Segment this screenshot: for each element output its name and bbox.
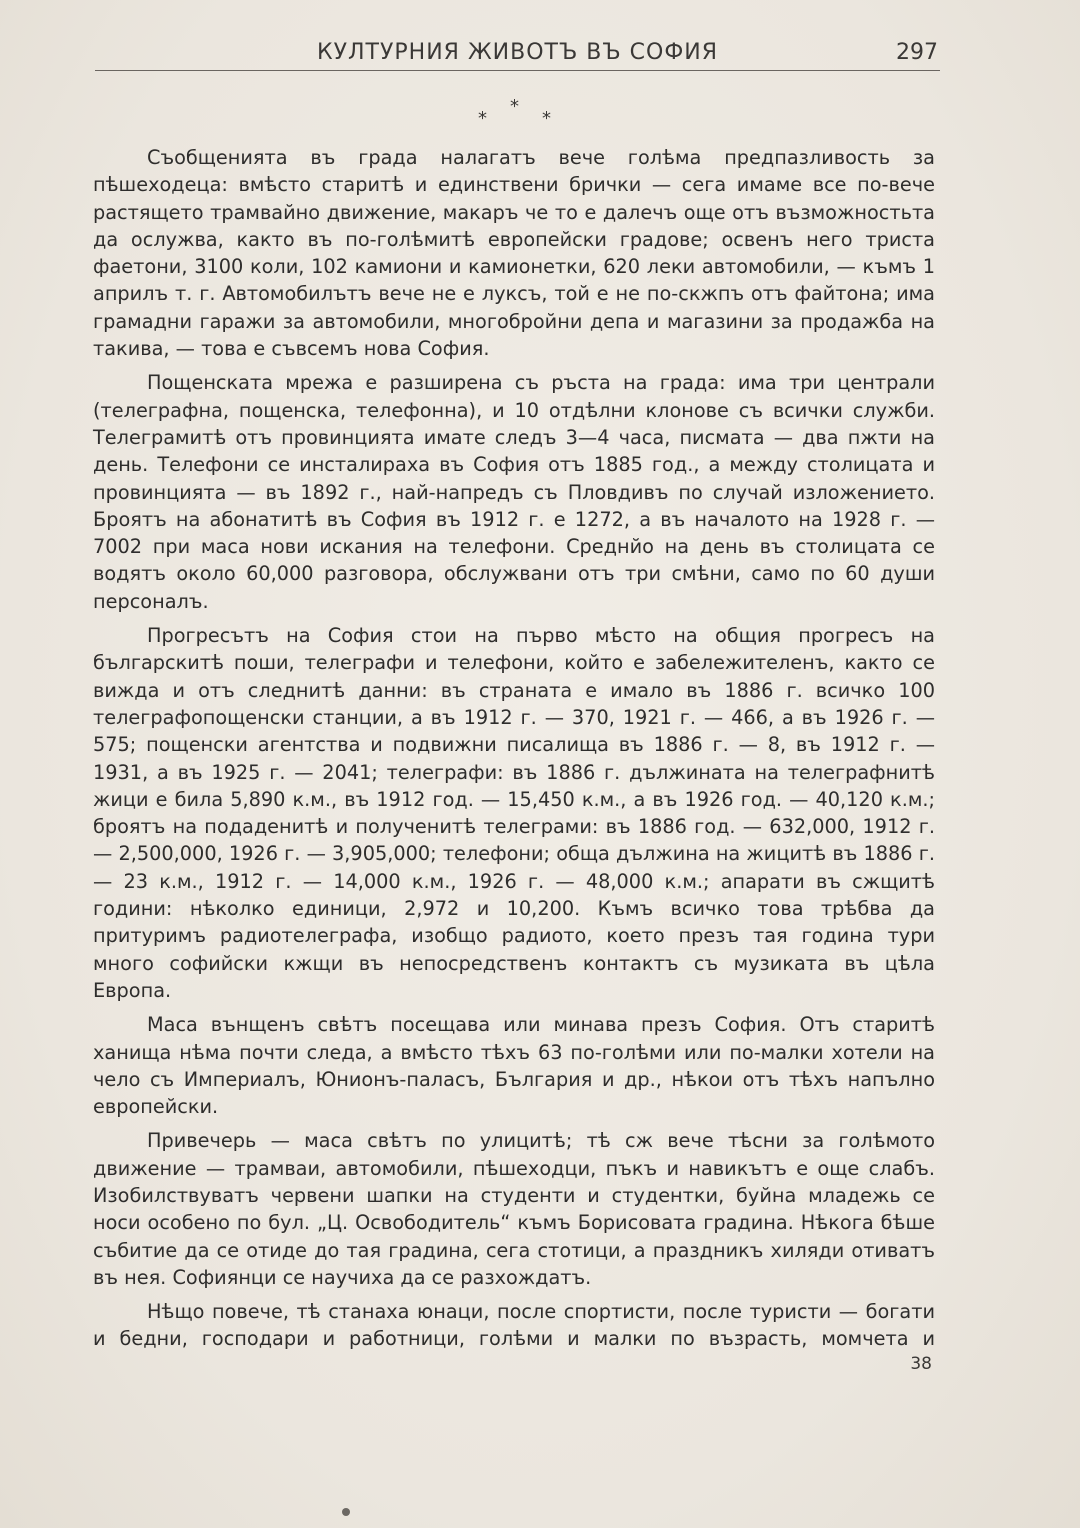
paragraph-text: Привечерь — маса свѣтъ по улицитѣ; тѣ сж вече тѣсни за голѣмото движение — трамваи, автомобили, пѣшеходци, пъкъ и навикътъ е още слабъ. Изобилствуватъ червени шапки на студенти и студентки, буйна младежь се носи особено по бул. „Ц. Освободитель“ къмъ Борисовата градина. Нѣкога бѣше събитие да се отиде до тая градина, сега стотици, а праздникъ хиляди отиватъ въ нея. Софиянци се научиха да се разхождатъ. <box>93 1129 935 1289</box>
body-text <box>93 144 935 1360</box>
asterisk-icon: * <box>542 108 551 129</box>
paragraph-post <box>93 369 935 615</box>
paragraph-text: Пощенската мрежа е разширена съ ръста на града: има три централи (телеграфна, пощенска, телефонна), и 10 отдѣлни клонове съ всички служби. Телеграмитѣ отъ провинцията имате следъ 3—4 часа, писмата — два пжти на день. Телефони се инсталираха въ София отъ 1885 год., а между столицата и провинцията — въ 1892 г., най-напредъ съ Пловдивъ по случай изложението. Броятъ на абонатитѣ въ София въ 1912 г. е 1272, а въ началото на 1928 г. — 7002 при маса нови искания на телефони. Среднйо на день въ столицата се водятъ около 60,000 разговора, обслужвани отъ три смѣни, само по 60 души персоналъ. <box>93 371 935 613</box>
page-number: 297 <box>896 40 938 65</box>
running-title: КУЛТУРНИЯ ЖИВОТЪ ВЪ СОФИЯ <box>316 40 719 65</box>
ink-dot <box>342 1508 350 1516</box>
paragraph-evening <box>93 1127 935 1291</box>
asterisk-icon: * <box>510 96 519 117</box>
asterism-divider <box>478 96 558 130</box>
asterisk-icon: * <box>478 108 487 129</box>
running-header <box>95 40 940 71</box>
paragraph-text: Съобщенията въ града налагатъ вече голѣма предпазливость за пѣшеходеца: вмѣсто старитѣ и единствени брички — сега имаме все по-вече растящето трамвайно движение, макаръ че то е далечъ още отъ възможностьта да ослужва, както въ по-голѣмитѣ европейски градове; освенъ него триста фаетони, 3100 коли, 102 камиони и камионетки, 620 леки автомобили, — къмъ 1 априлъ т. г. Автомобилътъ вече не е луксъ, той е не по-скжпъ отъ файтона; има грамадни гаражи за автомобили, многобройни депа и магазини за продажба на такива, — това е съвсемъ нова София. <box>93 146 935 361</box>
paragraph-text: Прогресътъ на София стои на първо мѣсто на общия прогресъ на българскитѣ поши, телеграфи и телефони, който е забележителенъ, както се вижда и отъ следнитѣ данни: въ страната е имало въ 1886 г. всичко 100 телеграфопощенски станции, а въ 1912 г. — 370, 1921 г. — 466, а въ 1926 г. — 575; пощенски агентства и подвижни писалища въ 1886 г. — 8, въ 1912 г. — 1931, а въ 1925 г. — 2041; телеграфи: въ 1886 г. дължината на телеграфнитѣ жици е била 5,890 к.м., въ 1912 год. — 15,450 к.м., а въ 1926 год. — 40,120 к.м.; броятъ на подаденитѣ и полученитѣ телеграми: въ 1886 год. — 632,000, 1912 г. — 2,500,000, 1926 г. — 3,905,000; телефони; обща дължина на жицитѣ въ 1886 г. — 23 к.м., 1912 г. — 14,000 к.м., 1926 г. — 48,000 к.м.; апарати въ сжщитѣ години: нѣколко единици, 2,972 и 10,200. Къмъ всичко това трѣбва да притуримъ радиотелеграфа, изобщо радиото, което презъ тая година тури много софийски кжщи въ непосредственъ контактъ съ музиката въ цѣла Европа. <box>93 624 935 1002</box>
paragraph-transport <box>93 144 935 362</box>
paragraph-sports <box>93 1298 935 1353</box>
paragraph-text: Маса вънщенъ свѣтъ посещава или минава презъ София. Отъ старитѣ ханища нѣма почти следа, а вмѣсто тѣхъ 63 по-голѣми или по-малки хотели на чело съ Империалъ, Юнионъ-паласъ, България и др., нѣкои отъ тѣхъ напълно европейски. <box>93 1013 935 1119</box>
paragraph-text: Нѣщо повече, тѣ станаха юнаци, после спортисти, после туристи — богати и бедни, господари и работници, голѣми и малки по възрасть, момчета и <box>93 1300 935 1351</box>
paragraph-hotels <box>93 1011 935 1120</box>
paragraph-progress <box>93 622 935 1004</box>
signature-mark: 38 <box>910 1354 932 1374</box>
